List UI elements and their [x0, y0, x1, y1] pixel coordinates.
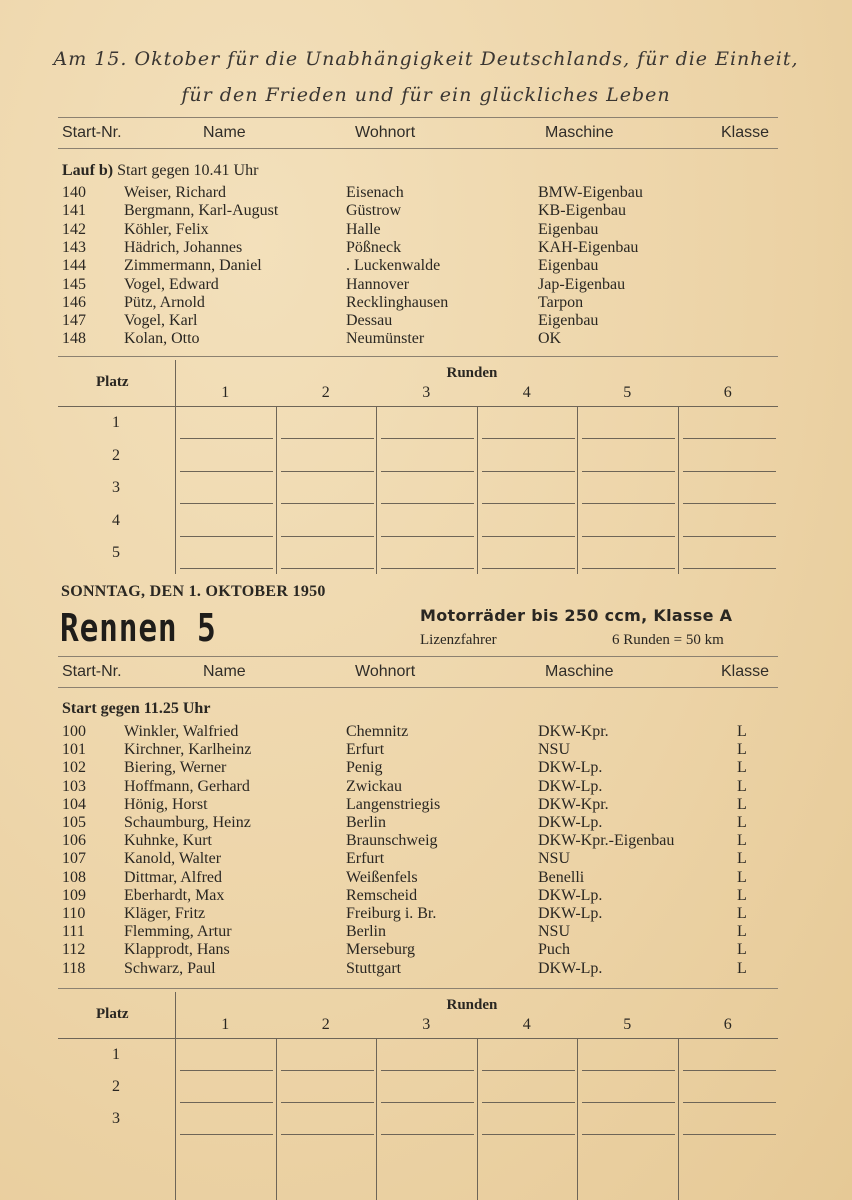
start-number: 101: [62, 741, 86, 759]
rider-name: Kolan, Otto: [124, 330, 200, 348]
platz-label: Platz: [96, 374, 129, 390]
rider-town: Langenstriegis: [346, 795, 441, 813]
entry-line: [381, 1102, 474, 1103]
rider-name: Weiser, Richard: [124, 184, 227, 201]
rider-row: [0, 814, 852, 832]
rider-row: [0, 294, 852, 312]
rider-machine: NSU: [538, 741, 571, 759]
col-klasse: Klasse: [721, 124, 770, 141]
round-number: 1: [221, 1016, 230, 1033]
entry-line: [683, 438, 776, 439]
rider-town: Eisenach: [346, 184, 404, 201]
entry-line: [582, 536, 675, 537]
rider-class: L: [737, 795, 747, 813]
lauf-b-heading: [62, 162, 258, 180]
rider-name: Klapprodt, Hans: [124, 941, 230, 959]
rider-town: Neumünster: [346, 330, 425, 348]
entry-line: [482, 1134, 575, 1135]
entry-line: [381, 438, 474, 439]
rider-name: Zimmermann, Daniel: [124, 257, 262, 275]
entry-line: [180, 471, 273, 472]
rennen-title: Rennen 5: [60, 606, 217, 650]
rider-machine: KB-Eigenbau: [538, 202, 626, 220]
entry-line: [180, 503, 273, 504]
rider-row: [0, 312, 852, 330]
rider-row: [0, 184, 852, 202]
rider-town: Remscheid: [346, 886, 418, 904]
place-number: 5: [112, 544, 120, 561]
rider-machine: Tarpon: [538, 293, 584, 311]
grid-round-divider: [477, 406, 478, 574]
entry-line: [582, 1070, 675, 1071]
slogan-line-1: Am 15. Oktober für die Unabhängigkeit Deutschlands, für die Einheit,: [53, 48, 799, 70]
lauf-b-start-time: Start gegen 10.41 Uhr: [117, 162, 259, 179]
rider-town: Erfurt: [346, 850, 385, 868]
grid-platz-divider: [175, 992, 176, 1200]
entry-line: [281, 568, 374, 569]
rider-row: [0, 923, 852, 941]
start-number: 105: [62, 814, 86, 831]
rider-row: [0, 276, 852, 294]
rider-row: [0, 778, 852, 796]
round-number: 4: [522, 1016, 531, 1033]
rider-name: Hädrich, Johannes: [124, 238, 243, 256]
rider-machine: DKW-Lp.: [538, 905, 603, 922]
rider-machine: NSU: [538, 923, 571, 941]
rider-row: [0, 723, 852, 741]
start-number: 108: [62, 868, 86, 886]
rider-name: Dittmar, Alfred: [124, 868, 222, 886]
entry-line: [683, 1134, 776, 1135]
entry-line: [381, 568, 474, 569]
col-maschine: Maschine: [545, 124, 614, 141]
round-number: 6: [723, 1016, 732, 1033]
entry-line: [582, 438, 675, 439]
entry-line: [683, 1070, 776, 1071]
rider-town: Dessau: [346, 312, 393, 330]
start-number: 103: [62, 777, 86, 795]
rider-class: L: [737, 850, 747, 868]
rider-machine: DKW-Lp.: [538, 814, 603, 831]
entry-line: [381, 536, 474, 537]
rider-name: Kirchner, Karlheinz: [124, 741, 252, 759]
rider-town: Berlin: [346, 814, 386, 831]
entry-line: [683, 536, 776, 537]
rennen-runden-info: 6 Runden = 50 km: [612, 632, 724, 648]
rider-row: [0, 869, 852, 887]
grid-round-divider: [477, 1038, 478, 1200]
entry-line: [482, 1102, 575, 1103]
rider-machine: NSU: [538, 850, 571, 868]
rennen5-start-time: Start gegen 11.25 Uhr: [62, 700, 211, 717]
entry-line: [281, 1102, 374, 1103]
start-number: 140: [62, 184, 86, 201]
round-number: 3: [422, 384, 431, 401]
rider-class: L: [737, 923, 747, 941]
start-number: 118: [62, 959, 86, 977]
lauf-b-label: Lauf b): [62, 162, 114, 179]
rider-town: Güstrow: [346, 202, 402, 220]
rider-name: Bergmann, Karl-August: [124, 202, 279, 220]
rider-machine: DKW-Lp.: [538, 886, 603, 904]
list1-rule: [58, 356, 778, 357]
rider-town: Recklinghausen: [346, 293, 449, 311]
rider-machine: DKW-Lp.: [538, 959, 603, 977]
col-klasse: Klasse: [721, 663, 770, 680]
grid-header-rule: [58, 406, 778, 407]
round-number: 5: [623, 1016, 632, 1033]
grid-round-divider: [577, 1038, 578, 1200]
start-number: 102: [62, 759, 86, 777]
header2-rule-bottom: [58, 687, 778, 688]
rider-town: Chemnitz: [346, 723, 409, 740]
rider-machine: DKW-Lp.: [538, 777, 603, 795]
rider-row: [0, 202, 852, 220]
rider-class: L: [737, 868, 747, 886]
rider-row: [0, 796, 852, 814]
rider-name: Schaumburg, Heinz: [124, 814, 251, 831]
rider-row: [0, 330, 852, 348]
rider-town: . Luckenwalde: [346, 257, 441, 275]
col-wohnort: Wohnort: [355, 124, 416, 141]
start-number: 142: [62, 220, 86, 238]
rider-name: Flemming, Artur: [124, 923, 232, 941]
round-number: 1: [221, 384, 230, 401]
start-number: 112: [62, 941, 86, 959]
entry-line: [683, 568, 776, 569]
rider-class: L: [737, 741, 747, 759]
rider-town: Stuttgart: [346, 959, 402, 977]
list2-rule: [58, 988, 778, 989]
rider-class: L: [737, 777, 747, 795]
round-number: 6: [723, 384, 732, 401]
entry-line: [281, 1134, 374, 1135]
place-number: 2: [112, 1078, 120, 1095]
start-number: 145: [62, 275, 86, 293]
rider-name: Hoffmann, Gerhard: [124, 777, 250, 795]
rider-name: Kanold, Walter: [124, 850, 222, 868]
rider-town: Merseburg: [346, 941, 416, 959]
entry-line: [381, 471, 474, 472]
grid-round-divider: [376, 406, 377, 574]
rider-row: [0, 905, 852, 923]
rider-machine: Puch: [538, 941, 570, 959]
rider-town: Pößneck: [346, 238, 402, 256]
rider-row: [0, 741, 852, 759]
rider-name: Eberhardt, Max: [124, 886, 225, 904]
rider-row: [0, 941, 852, 959]
rider-machine: DKW-Kpr.: [538, 723, 609, 740]
start-number: 144: [62, 257, 86, 275]
grid-platz-divider: [175, 360, 176, 574]
round-number: 2: [321, 384, 330, 401]
rider-town: Berlin: [346, 923, 386, 941]
rider-name: Winkler, Walfried: [124, 723, 239, 740]
entry-line: [281, 438, 374, 439]
start-number: 141: [62, 202, 86, 220]
start-number: 147: [62, 312, 86, 330]
header-rule-top: [58, 117, 778, 118]
rider-machine: OK: [538, 330, 562, 348]
rider-machine: DKW-Kpr.-Eigenbau: [538, 832, 675, 850]
entry-line: [381, 1070, 474, 1071]
rider-name: Vogel, Edward: [124, 275, 219, 293]
col-start-nr: Start-Nr.: [62, 663, 122, 680]
round-number: 2: [321, 1016, 330, 1033]
rider-machine: BMW-Eigenbau: [538, 184, 643, 201]
col-wohnort: Wohnort: [355, 663, 416, 680]
rider-row: [0, 850, 852, 868]
rider-row: [0, 759, 852, 777]
rider-row: [0, 221, 852, 239]
header2-rule-top: [58, 656, 778, 657]
grid-round-divider: [276, 1038, 277, 1200]
rider-town: Hannover: [346, 275, 410, 293]
entry-line: [482, 471, 575, 472]
runden-label: Runden: [446, 365, 498, 381]
entry-line: [180, 438, 273, 439]
round-number: 3: [422, 1016, 431, 1033]
rider-row: [0, 960, 852, 978]
rider-machine: Eigenbau: [538, 257, 599, 275]
grid-round-divider: [276, 406, 277, 574]
rider-town: Erfurt: [346, 741, 385, 759]
place-number: 3: [112, 479, 120, 496]
rider-name: Köhler, Felix: [124, 220, 209, 238]
rider-class: L: [737, 886, 747, 904]
entry-line: [482, 503, 575, 504]
grid-round-divider: [678, 1038, 679, 1200]
round-number: 4: [522, 384, 531, 401]
rider-town: Weißenfels: [346, 868, 418, 886]
entry-line: [281, 471, 374, 472]
rider-machine: KAH-Eigenbau: [538, 238, 639, 256]
entry-line: [683, 503, 776, 504]
start-number: 109: [62, 886, 86, 904]
entry-line: [180, 568, 273, 569]
entry-line: [582, 1134, 675, 1135]
entry-line: [281, 1070, 374, 1071]
rider-name: Biering, Werner: [124, 759, 227, 777]
entry-line: [180, 1070, 273, 1071]
rider-machine: DKW-Kpr.: [538, 795, 609, 813]
entry-line: [281, 503, 374, 504]
start-number: 143: [62, 238, 86, 256]
start-number: 146: [62, 293, 86, 311]
grid-round-divider: [376, 1038, 377, 1200]
rider-class: L: [737, 832, 747, 850]
entry-line: [180, 536, 273, 537]
rider-name: Vogel, Karl: [124, 312, 198, 330]
rider-class: L: [737, 941, 747, 959]
rider-name: Kuhnke, Kurt: [124, 832, 212, 850]
grid-header-rule: [58, 1038, 778, 1039]
rider-row: [0, 832, 852, 850]
rider-machine: DKW-Lp.: [538, 759, 603, 777]
rider-name: Pütz, Arnold: [124, 293, 205, 311]
rider-town: Penig: [346, 759, 383, 777]
entry-line: [683, 471, 776, 472]
rider-class: L: [737, 723, 747, 740]
place-number: 2: [112, 446, 120, 464]
slogan-line-2: für den Frieden und für ein glückliches Leben: [181, 84, 671, 106]
rider-machine: Benelli: [538, 868, 585, 886]
place-number: 3: [112, 1110, 120, 1127]
rider-town: Freiburg i. Br.: [346, 905, 437, 922]
grid-round-divider: [577, 406, 578, 574]
start-number: 106: [62, 832, 86, 850]
start-number: 111: [62, 923, 85, 941]
col-start-nr: Start-Nr.: [62, 124, 122, 141]
rider-name: Kläger, Fritz: [124, 905, 206, 922]
rider-town: Halle: [346, 220, 381, 238]
entry-line: [582, 471, 675, 472]
entry-line: [381, 1134, 474, 1135]
place-number: 4: [112, 511, 120, 529]
rider-class: L: [737, 905, 747, 922]
entry-line: [482, 438, 575, 439]
rider-class: L: [737, 814, 747, 831]
entry-line: [180, 1134, 273, 1135]
entry-line: [482, 568, 575, 569]
entry-line: [582, 1102, 675, 1103]
header-rule-bottom: [58, 148, 778, 149]
start-number: 110: [62, 905, 86, 922]
entry-line: [582, 568, 675, 569]
rider-machine: Eigenbau: [538, 220, 599, 238]
place-number: 1: [112, 1046, 120, 1063]
start-number: 148: [62, 330, 86, 348]
entry-line: [482, 1070, 575, 1071]
rider-class: L: [737, 959, 747, 977]
entry-line: [281, 536, 374, 537]
entry-line: [582, 503, 675, 504]
rider-row: [0, 887, 852, 905]
rider-name: Schwarz, Paul: [124, 959, 216, 977]
rennen-category: Motorräder bis 250 ccm, Klasse A: [420, 606, 733, 625]
start-number: 104: [62, 795, 86, 813]
entry-line: [683, 1102, 776, 1103]
rider-row: [0, 257, 852, 275]
rider-class: L: [737, 759, 747, 777]
place-number: 1: [112, 414, 120, 431]
start-number: 100: [62, 723, 86, 740]
rennen-lizenz: Lizenzfahrer: [420, 632, 497, 648]
col-name: Name: [203, 663, 246, 680]
rider-row: [0, 239, 852, 257]
start-number: 107: [62, 850, 86, 868]
sonntag-date: SONNTAG, DEN 1. OKTOBER 1950: [61, 583, 326, 600]
rider-machine: Eigenbau: [538, 312, 599, 330]
entry-line: [180, 1102, 273, 1103]
col-maschine: Maschine: [545, 663, 614, 680]
entry-line: [381, 503, 474, 504]
rider-machine: Jap-Eigenbau: [538, 275, 626, 293]
entry-line: [482, 536, 575, 537]
col-name: Name: [203, 124, 246, 141]
grid-round-divider: [678, 406, 679, 574]
round-number: 5: [623, 384, 632, 401]
runden-label: Runden: [446, 997, 498, 1013]
platz-label: Platz: [96, 1006, 129, 1022]
rider-town: Zwickau: [346, 777, 402, 795]
rider-town: Braunschweig: [346, 832, 438, 850]
rider-name: Hönig, Horst: [124, 795, 208, 813]
